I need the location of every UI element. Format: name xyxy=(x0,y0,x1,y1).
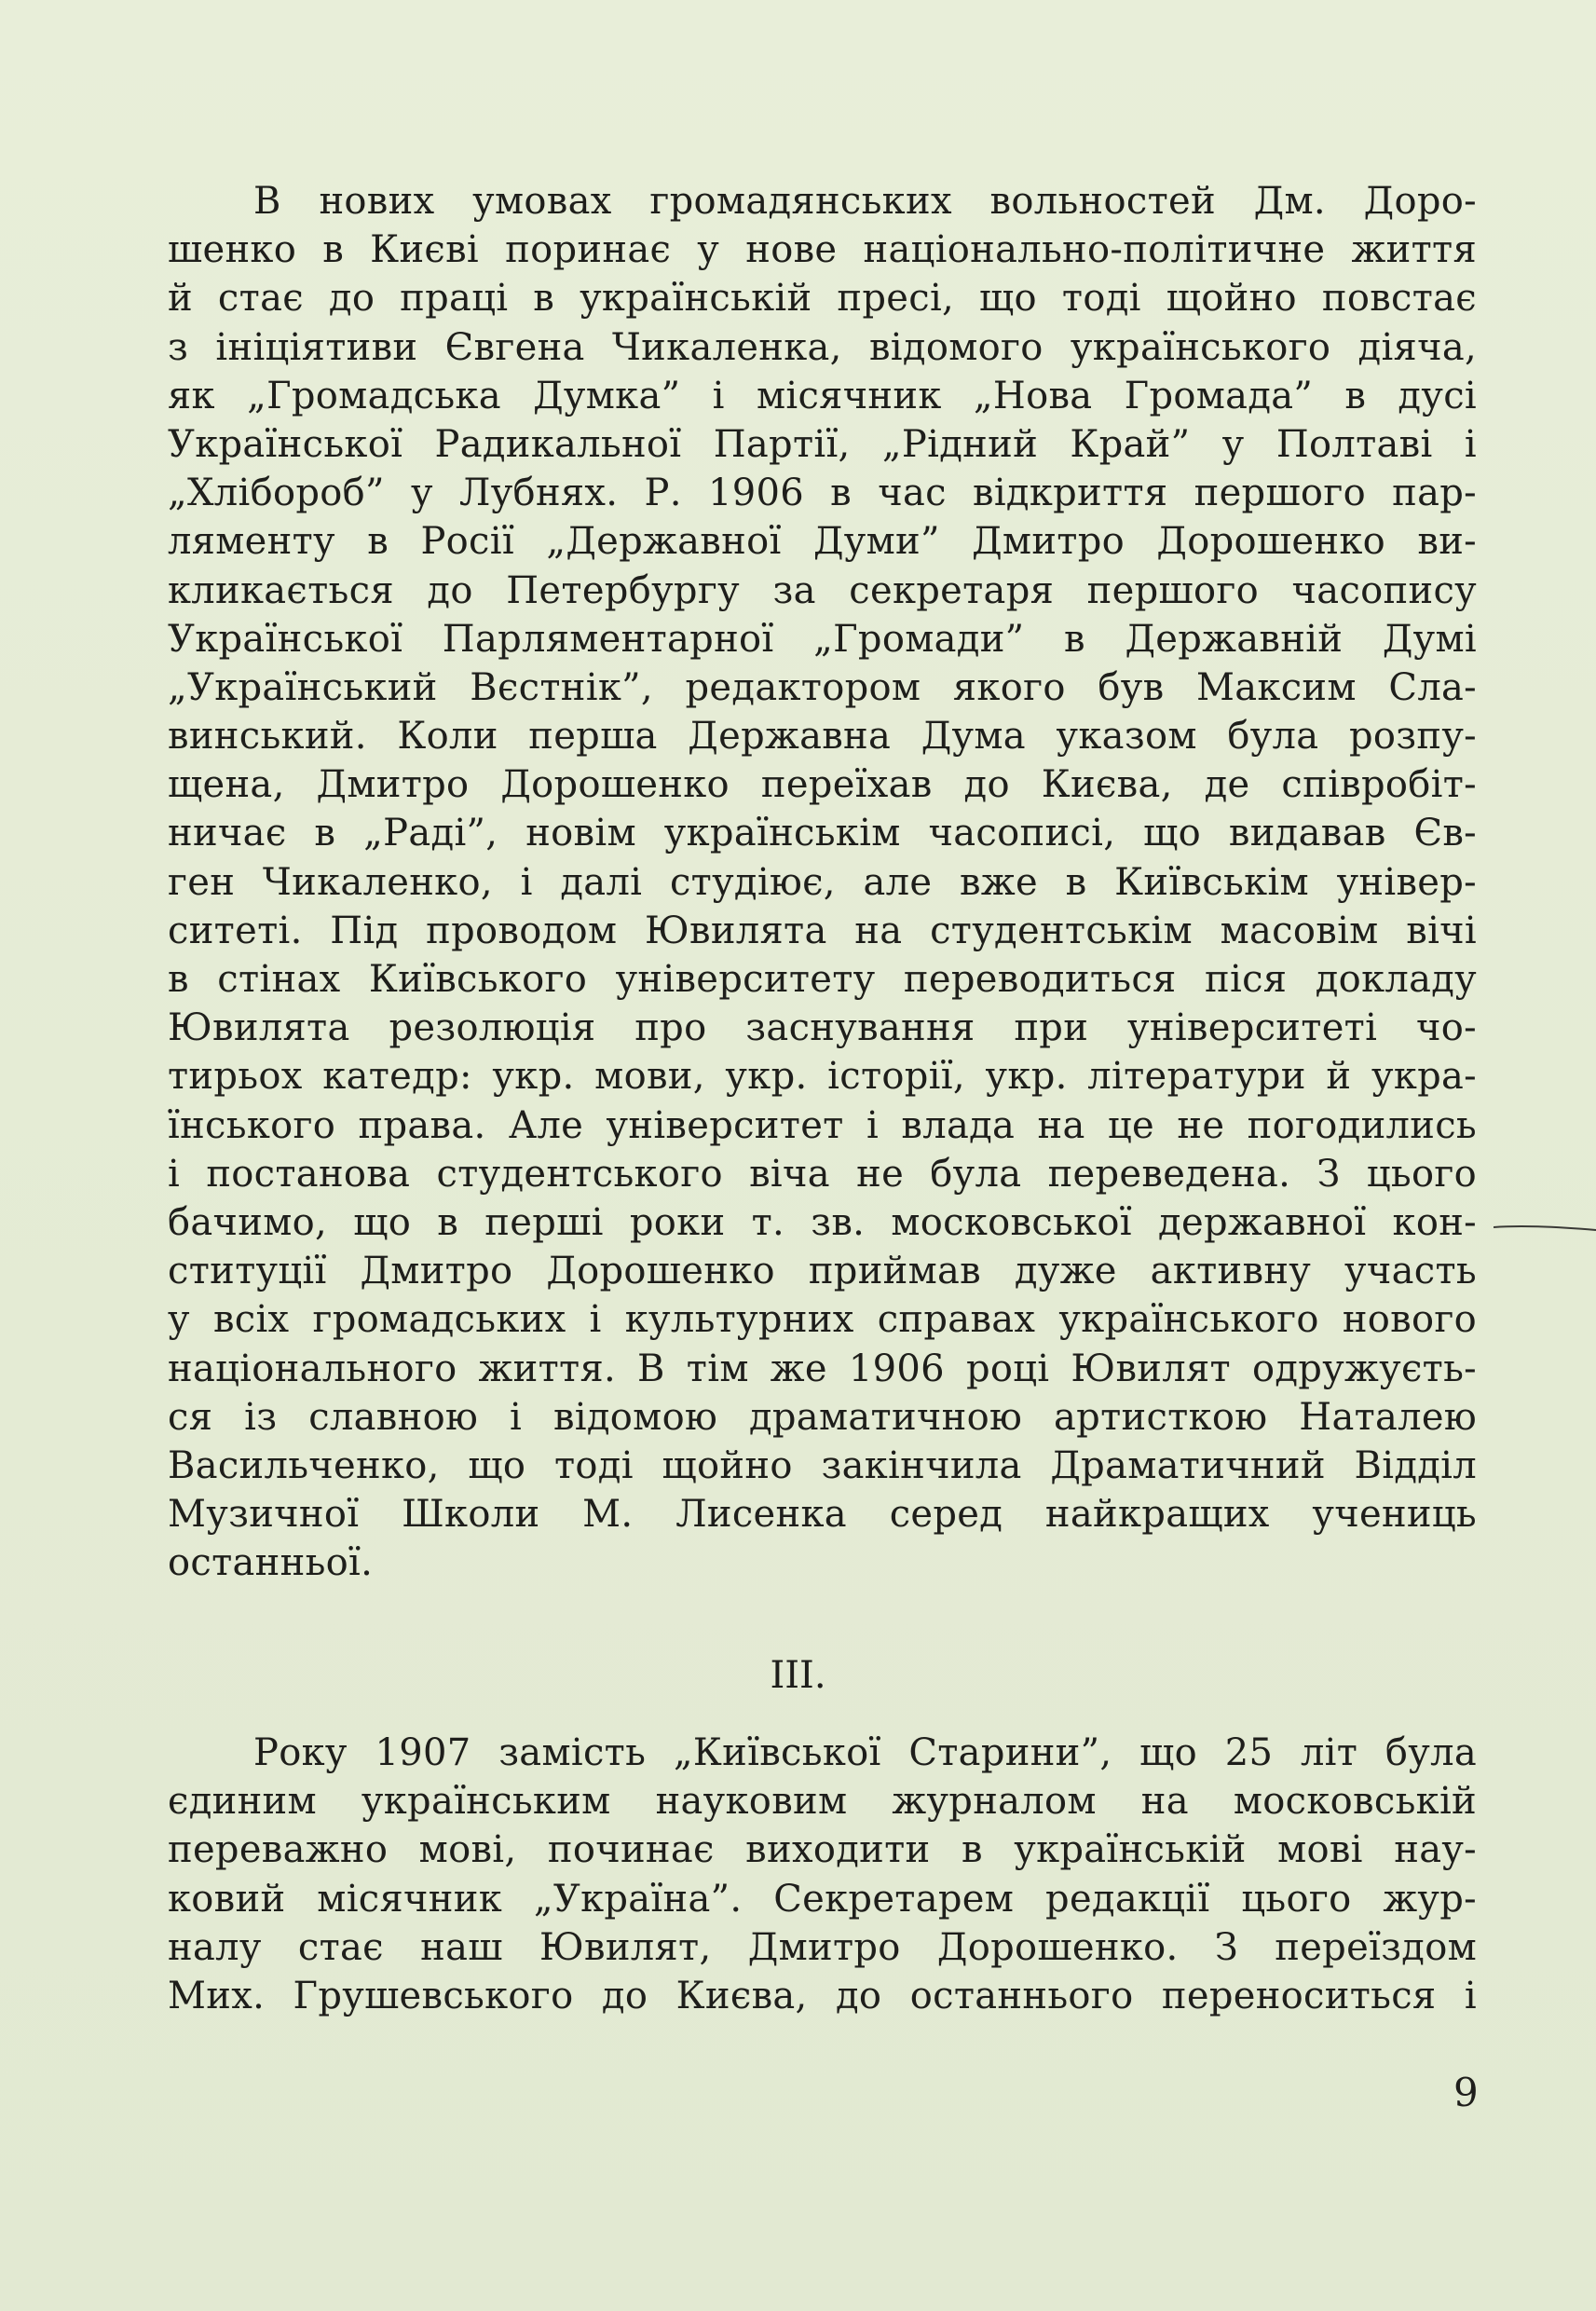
text-line: „Український Вєстнік”, редактором якого був Максим Сла- xyxy=(168,665,1477,709)
page-edge-mark xyxy=(1494,1219,1596,1236)
text-line: Мих. Грушевського до Києва, до останнього переноситься і xyxy=(168,1974,1477,2017)
text-line: шенко в Києві поринає у нове національно-політичне життя xyxy=(168,228,1477,272)
text-line: бачимо, що в перші роки т. зв. московської державної кон- xyxy=(168,1200,1477,1244)
text-line: винський. Коли перша Державна Дума указом була розпу- xyxy=(168,715,1477,759)
text-line: ковий місячник „Україна”. Секретарем редакції цього жур- xyxy=(168,1877,1477,1921)
text-line: „Хлібороб” у Лубнях. Р. 1906 в час відкриття першого пар- xyxy=(168,472,1477,515)
paragraph-2 xyxy=(168,1729,1477,2020)
text-line: у всіх громадських і культурних справах українського нового xyxy=(168,1298,1477,1342)
text-line: ситеті. Під проводом Ювилята на студентськім масовім вічі xyxy=(168,909,1477,952)
text-line: в стінах Київського університету переводиться піся докладу xyxy=(168,958,1477,1001)
text-line: Української Радикальної Партії, „Рідний Край” у Полтаві і xyxy=(168,422,1477,466)
text-line: щена, Дмитро Дорошенко переїхав до Києва, де співробіт- xyxy=(168,763,1477,807)
text-line: тирьох катедр: укр. мови, укр. історії, укр. літератури й укра- xyxy=(168,1055,1477,1099)
text-line: останньої. xyxy=(168,1541,374,1585)
text-line: переважно мові, починає виходити в українській мові нау- xyxy=(168,1828,1477,1872)
text-line: ген Чикаленко, і далі студіює, але вже в Київськім універ- xyxy=(168,860,1477,904)
section-heading: III. xyxy=(770,1654,826,1697)
text-line: ся із славною і відомою драматичною артисткою Наталею xyxy=(168,1395,1477,1439)
text-line: ституції Дмитро Дорошенко приймав дуже активну участь xyxy=(168,1250,1477,1293)
text-line: Української Парляментарної „Громади” в Державній Думі xyxy=(168,617,1477,661)
text-line: національного життя. В тім же 1906 році Ювилят одружуєть- xyxy=(168,1347,1477,1390)
text-line: кликається до Петербургу за секретаря першого часопису xyxy=(168,568,1477,612)
text-line: ничає в „Раді”, новім українськім часописі, що видавав Єв- xyxy=(168,812,1477,855)
text-line: з ініціятиви Євгена Чикаленка, відомого українського діяча, xyxy=(168,325,1477,369)
page-number: 9 xyxy=(1453,2070,1479,2115)
text-line: єдиним українським науковим журналом на московській xyxy=(168,1780,1477,1824)
text-line: В нових умовах громадянських вольностей Дм. Доро- xyxy=(253,180,1477,223)
text-line: Року 1907 замість „Київської Старини”, що 25 літ була xyxy=(253,1731,1477,1774)
text-line: й стає до праці в українській пресі, що тоді щойно повстає xyxy=(168,277,1477,321)
text-line: ляменту в Росії „Державної Думи” Дмитро Дорошенко ви- xyxy=(168,520,1477,564)
text-line: Ювилята резолюція про заснування при університеті чо- xyxy=(168,1006,1477,1050)
text-line: налу стає наш Ювилят, Дмитро Дорошенко. З переїздом xyxy=(168,1925,1477,1969)
text-line: Васильченко, що тоді щойно закінчила Драматичний Відділ xyxy=(168,1443,1477,1487)
text-line: Музичної Школи М. Лисенка серед найкращих учениць xyxy=(168,1493,1477,1537)
paragraph-1 xyxy=(168,177,1477,1587)
text-line: як „Громадська Думка” і місячник „Нова Громада” в дусі xyxy=(168,374,1477,417)
text-line: і постанова студентського віча не була переведена. З цього xyxy=(168,1152,1477,1196)
text-line: їнського права. Але університет і влада на це не погодились xyxy=(168,1103,1477,1147)
